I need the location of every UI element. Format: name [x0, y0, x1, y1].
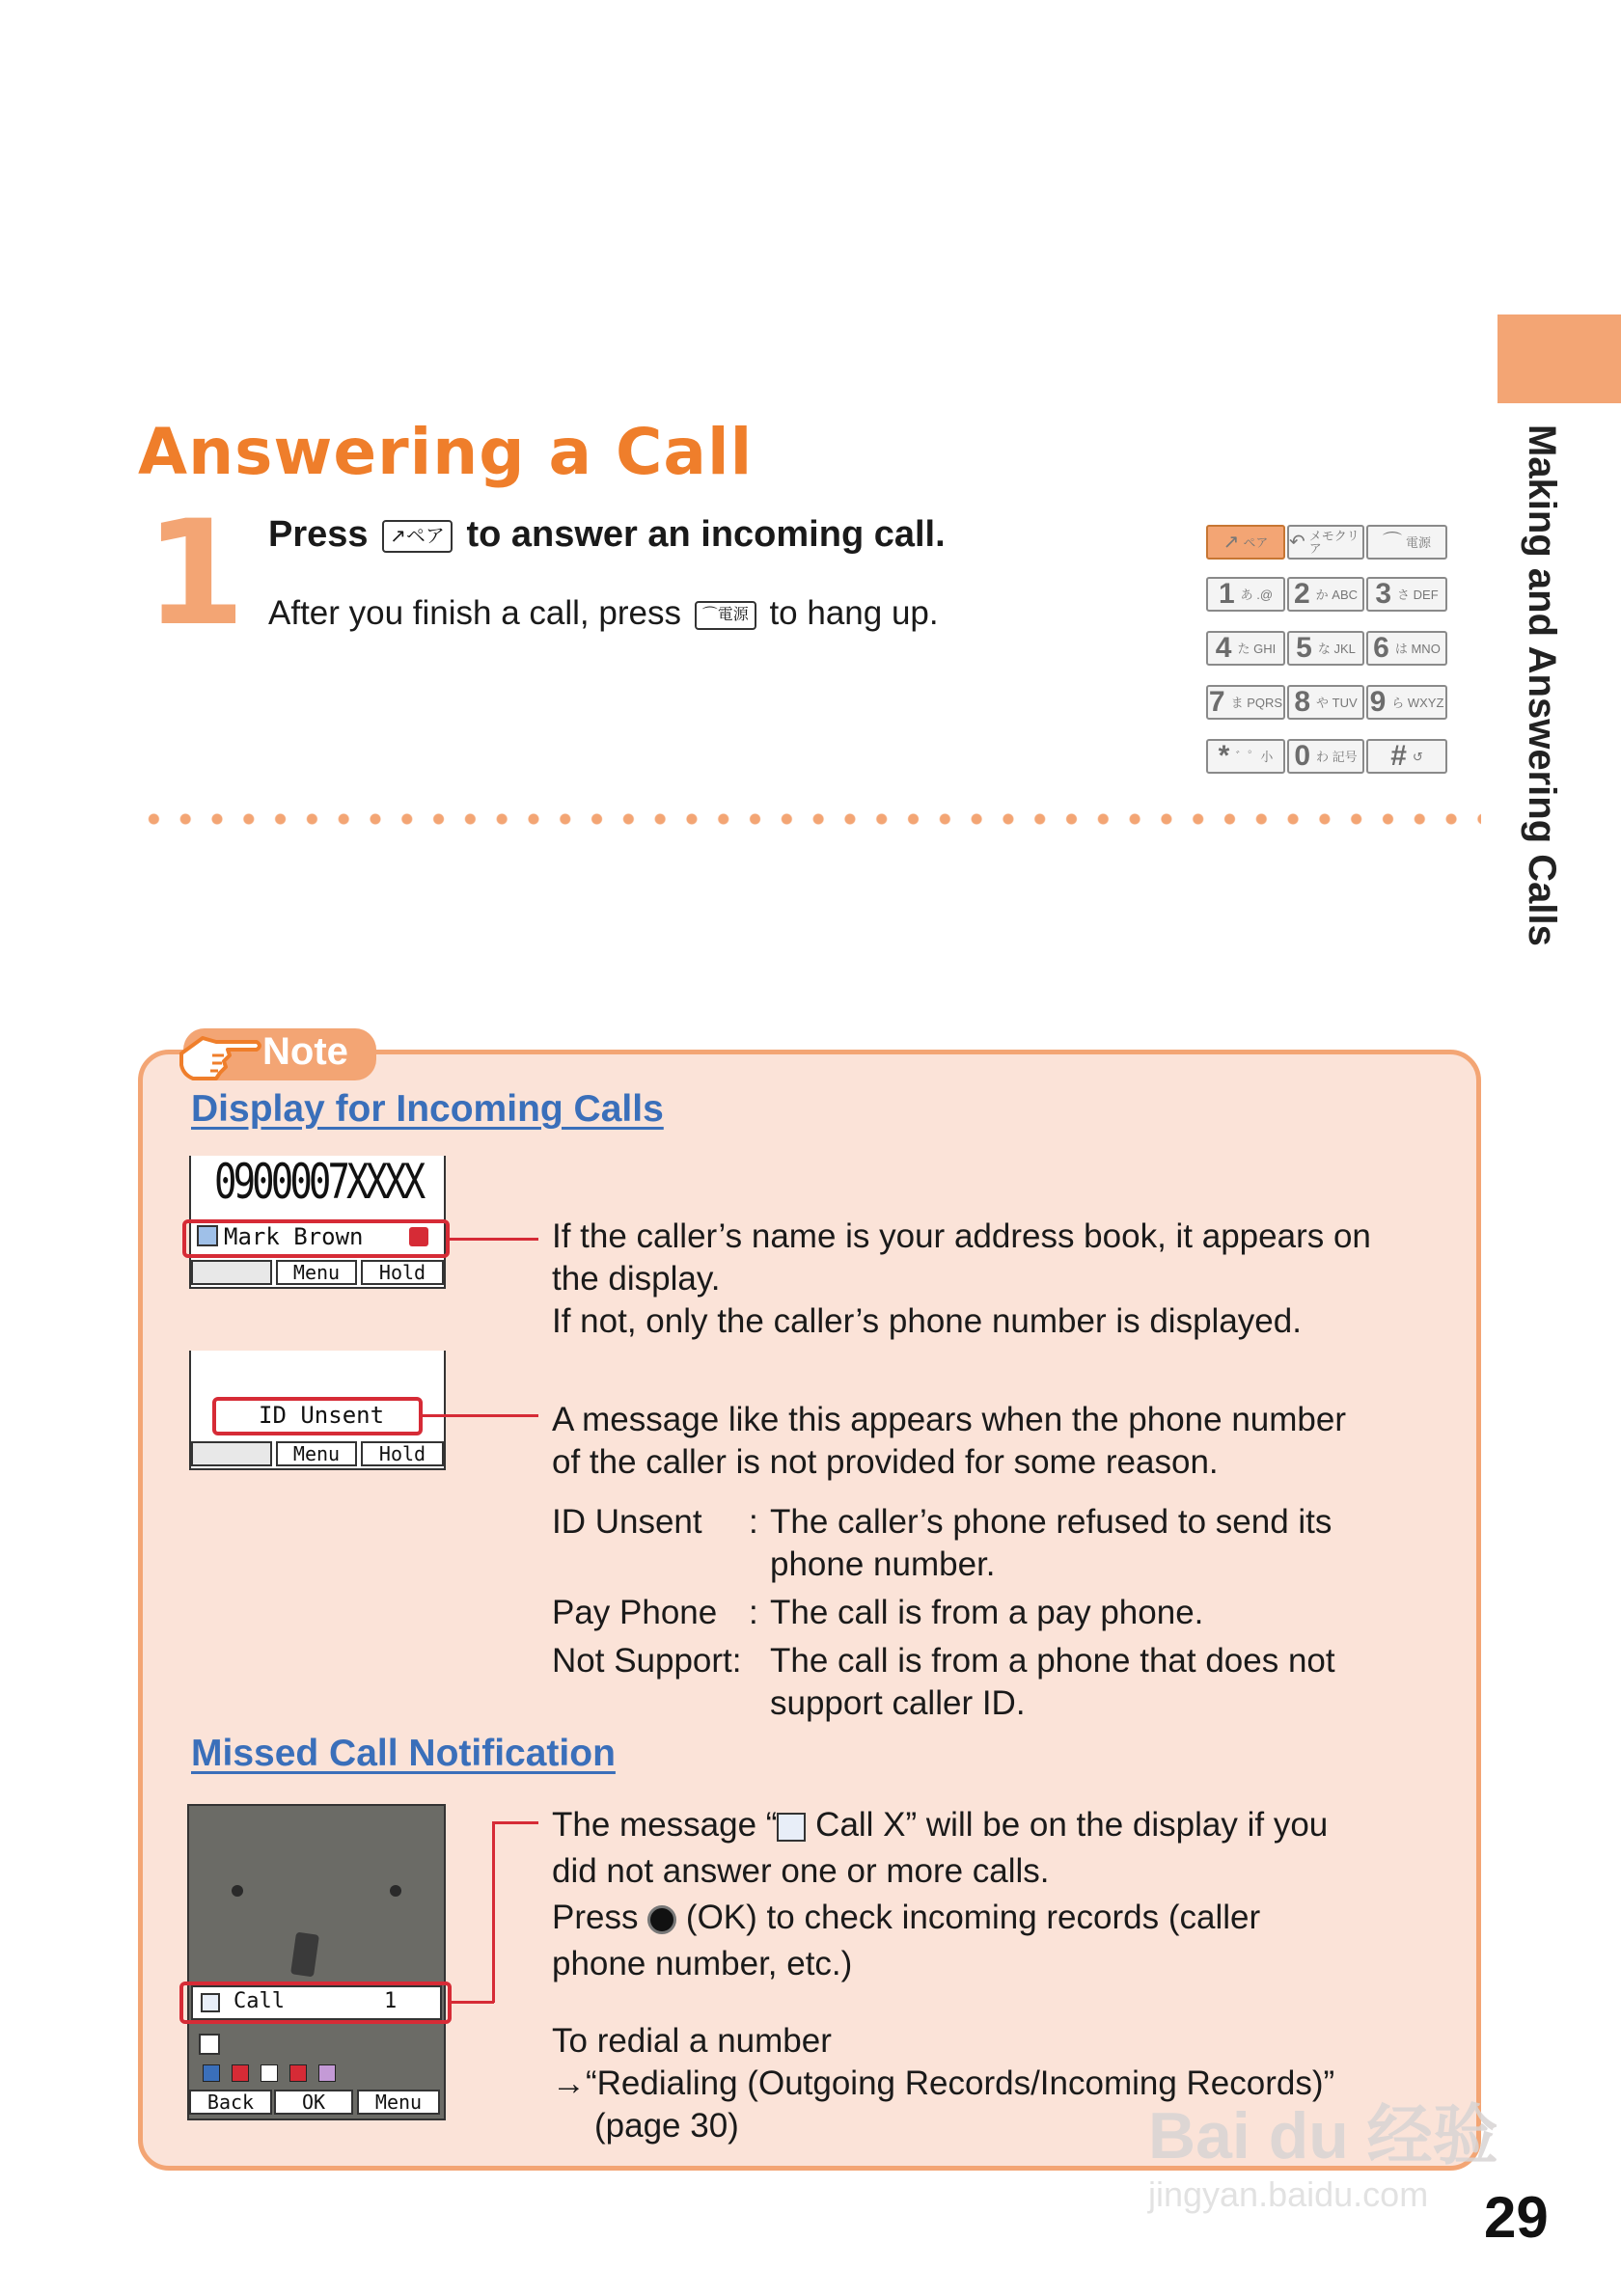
mail-icon [261, 2064, 278, 2082]
missed-call-icon [201, 1993, 220, 2012]
leader-line-1 [450, 1238, 538, 1241]
def-desc-id-unsent: The caller’s phone refused to send its phone number. [770, 1503, 1333, 1583]
keypad-key: 6 は MNO [1366, 631, 1447, 666]
step-sub-pre: After you finish a call, press [268, 594, 681, 632]
softkey-menu-2: Menu [276, 1441, 357, 1466]
address-book-icon [197, 1225, 218, 1246]
section-side-label [1476, 424, 1611, 1003]
status-icon-1 [203, 2064, 220, 2082]
missed-call-heading: Missed Call Notification [191, 1733, 616, 1774]
caller-number: 0900007XXXX [214, 1154, 423, 1210]
softkey-back: Back [189, 2090, 272, 2115]
keypad-key: 5 な JKL [1287, 631, 1364, 666]
status-icon-4 [289, 2064, 307, 2082]
display-incoming-heading: Display for Incoming Calls [191, 1088, 664, 1130]
def-sep-pay-phone: : [749, 1594, 758, 1631]
missed-call-highlight-box [179, 1982, 452, 2024]
keypad-key: 4 た GHI [1206, 631, 1285, 666]
redial-instructions: To redial a number →“Redialing (Outgoing Records/Incoming Records)” (page 30) [552, 2022, 1335, 2145]
softkey-hold: Hold [361, 1260, 444, 1285]
answer-key-icon: ↗ペア [382, 520, 453, 553]
page-number: 29 [1484, 2185, 1549, 2250]
softkey-hold-2: Hold [361, 1441, 444, 1466]
wallpaper-eye-right [390, 1885, 401, 1897]
def-sep-id-unsent: : [749, 1503, 758, 1541]
status-icon-2 [232, 2064, 249, 2082]
center-key-icon [647, 1905, 676, 1934]
hangup-key-icon: ⌒電源 [695, 601, 756, 630]
def-term-not-support: Not Support: [552, 1642, 742, 1680]
keypad-key: 8 や TUV [1287, 685, 1364, 720]
missed-call-count: 1 [384, 1989, 398, 2013]
missed-call-label: Call [234, 1989, 285, 2013]
id-unsent-explanation: A message like this appears when the phone number of the caller is not provided for some reason. [552, 1401, 1347, 1481]
softkey-ok: OK [274, 2090, 353, 2115]
dotted-divider [138, 812, 1481, 826]
def-term-pay-phone: Pay Phone [552, 1594, 718, 1631]
step-instruction [268, 514, 946, 556]
status-icon-5 [318, 2064, 336, 2082]
keypad-key: 3 さ DEF [1366, 577, 1447, 612]
watermark-url: jingyan.baidu.com [1148, 2174, 1429, 2214]
section-tab-marker [1497, 314, 1621, 403]
missed-call-inline-icon [777, 1813, 806, 1842]
softkey-left-2 [191, 1441, 272, 1466]
power-key: ⌒ 電源 [1366, 525, 1447, 560]
keypad-key: 1 あ .@ [1206, 577, 1285, 612]
pointing-hand-icon [174, 1021, 262, 1088]
caller-name: Mark Brown [224, 1223, 364, 1250]
missed-call-screen [187, 1804, 446, 2120]
softkey-menu-3: Menu [357, 2090, 440, 2115]
memo-clear-key: ↶ メモクリア [1287, 525, 1364, 560]
def-desc-not-support: The call is from a phone that does not support caller ID. [770, 1642, 1335, 1722]
leader-line-3b [492, 1821, 495, 2003]
missed-call-small-icon [199, 2034, 220, 2055]
step-instruction-pre: Press [268, 514, 369, 555]
step-number: 1 [145, 490, 246, 658]
keypad-key: 0 わ 記号 [1287, 739, 1364, 774]
keypad-key: 2 か ABC [1287, 577, 1364, 612]
def-term-id-unsent: ID Unsent [552, 1503, 702, 1541]
keypad-key: * ゛゜小 [1206, 739, 1285, 774]
keypad-key: 9 ら WXYZ [1366, 685, 1447, 720]
def-desc-pay-phone: The call is from a pay phone. [770, 1594, 1204, 1631]
missed-call-explanation: The message “ Call X” will be on the display if you did not answer one or more calls. Press (OK) to check incoming records (caller phone number, etc.) [552, 1806, 1329, 1982]
page-title: Answering a Call [138, 415, 754, 489]
caller-name-explanation: If the caller’s name is your address book, it appears on the display. If not, only the caller’s phone number is displayed. [552, 1217, 1371, 1340]
watermark-logo: Bai du 经验 [1148, 2099, 1498, 2173]
step-sub-instruction [268, 594, 939, 633]
leader-line-3c [492, 1821, 538, 1824]
leader-line-2 [423, 1414, 538, 1417]
keypad-key: 7 ま PQRS [1206, 685, 1285, 720]
keypad-key: # ↺ [1366, 739, 1447, 774]
pair-key: ↗ ペア [1206, 525, 1285, 560]
step-sub-post: to hang up. [769, 594, 939, 632]
wallpaper-eye-left [232, 1885, 243, 1897]
leader-line-3a [452, 2001, 494, 2004]
softkey-left [191, 1260, 272, 1285]
note-label: Note [262, 1030, 348, 1073]
id-unsent-message: ID Unsent [259, 1402, 385, 1429]
step-instruction-post: to answer an incoming call. [466, 514, 946, 555]
section-label-text: Making and Answering Calls [1521, 424, 1563, 946]
softkey-menu: Menu [276, 1260, 357, 1285]
status-icon [409, 1227, 428, 1246]
